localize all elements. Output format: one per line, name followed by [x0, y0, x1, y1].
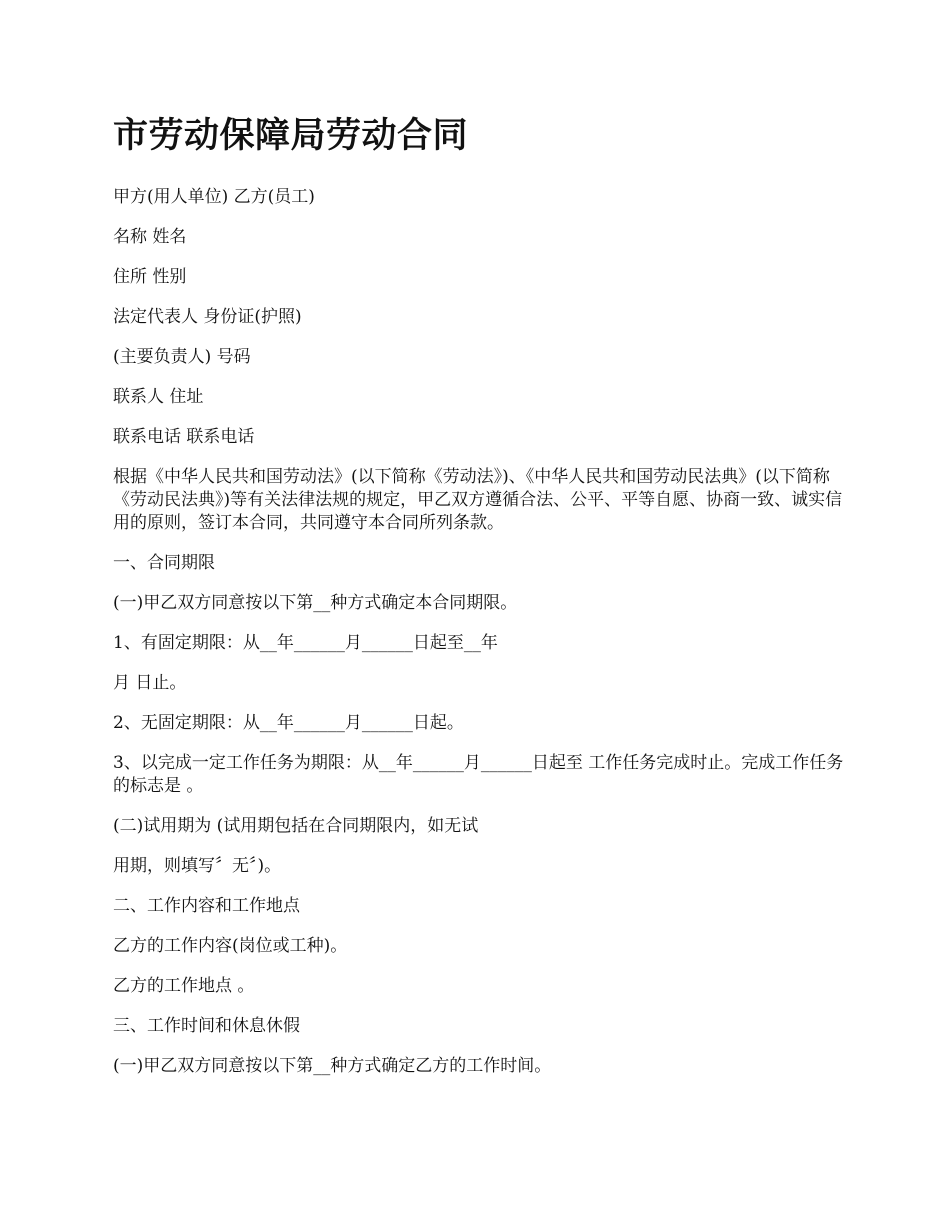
contact-address-line: 联系人 住址	[113, 387, 204, 407]
phone-line: 联系电话 联系电话	[113, 427, 255, 447]
section-heading-work: 二、工作内容和工作地点	[113, 896, 300, 916]
clause-work-location: 乙方的工作地点 。	[113, 976, 255, 996]
section-heading-hours: 三、工作时间和休息休假	[113, 1016, 300, 1036]
clause-task-term: 3、以完成一定工作任务为期限：从__年______月______日起至 工作任务完成时止。完成工作任务的标志是 。	[113, 753, 844, 796]
name-line: 名称 姓名	[113, 227, 187, 247]
principal-number-line: (主要负责人) 号码	[113, 347, 251, 367]
clause-work-content: 乙方的工作内容(岗位或工种)。	[113, 936, 348, 956]
document-title: 市劳动保障局劳动合同	[113, 115, 469, 156]
section-heading-term: 一、合同期限	[113, 553, 215, 573]
clause-probation: (二)试用期为 (试用期包括在合同期限内，如无试	[113, 816, 479, 836]
legal-rep-id-line: 法定代表人 身份证(护照)	[113, 307, 302, 327]
document-page	[113, 112, 848, 1095]
preamble-paragraph: 根据《中华人民共和国劳动法》(以下简称《劳动法》)、《中华人民共和国劳动民法典》(以下简称《劳动民法典》)等有关法律法规的规定，甲乙双方遵循合法、公平、平等自愿、协商一致、诚实信用的原则，签订本合同，共同遵守本合同所列条款。	[113, 467, 843, 533]
clause-probation-cont: 用期，则填写〞无〞)。	[113, 856, 282, 876]
address-gender-line: 住所 性别	[113, 267, 187, 287]
clause-term-method: (一)甲乙双方同意按以下第__种方式确定本合同期限。	[113, 593, 518, 613]
party-header: 甲方(用人单位) 乙方(员工)	[113, 187, 315, 207]
clause-open-term: 2、无固定期限：从__年______月______日起。	[113, 713, 464, 733]
clause-hours-method: (一)甲乙双方同意按以下第__种方式确定乙方的工作时间。	[113, 1056, 552, 1076]
clause-fixed-term: 1、有固定期限：从__年______月______日起至__年	[113, 633, 498, 653]
clause-fixed-term-end: 月 日止。	[113, 673, 187, 693]
